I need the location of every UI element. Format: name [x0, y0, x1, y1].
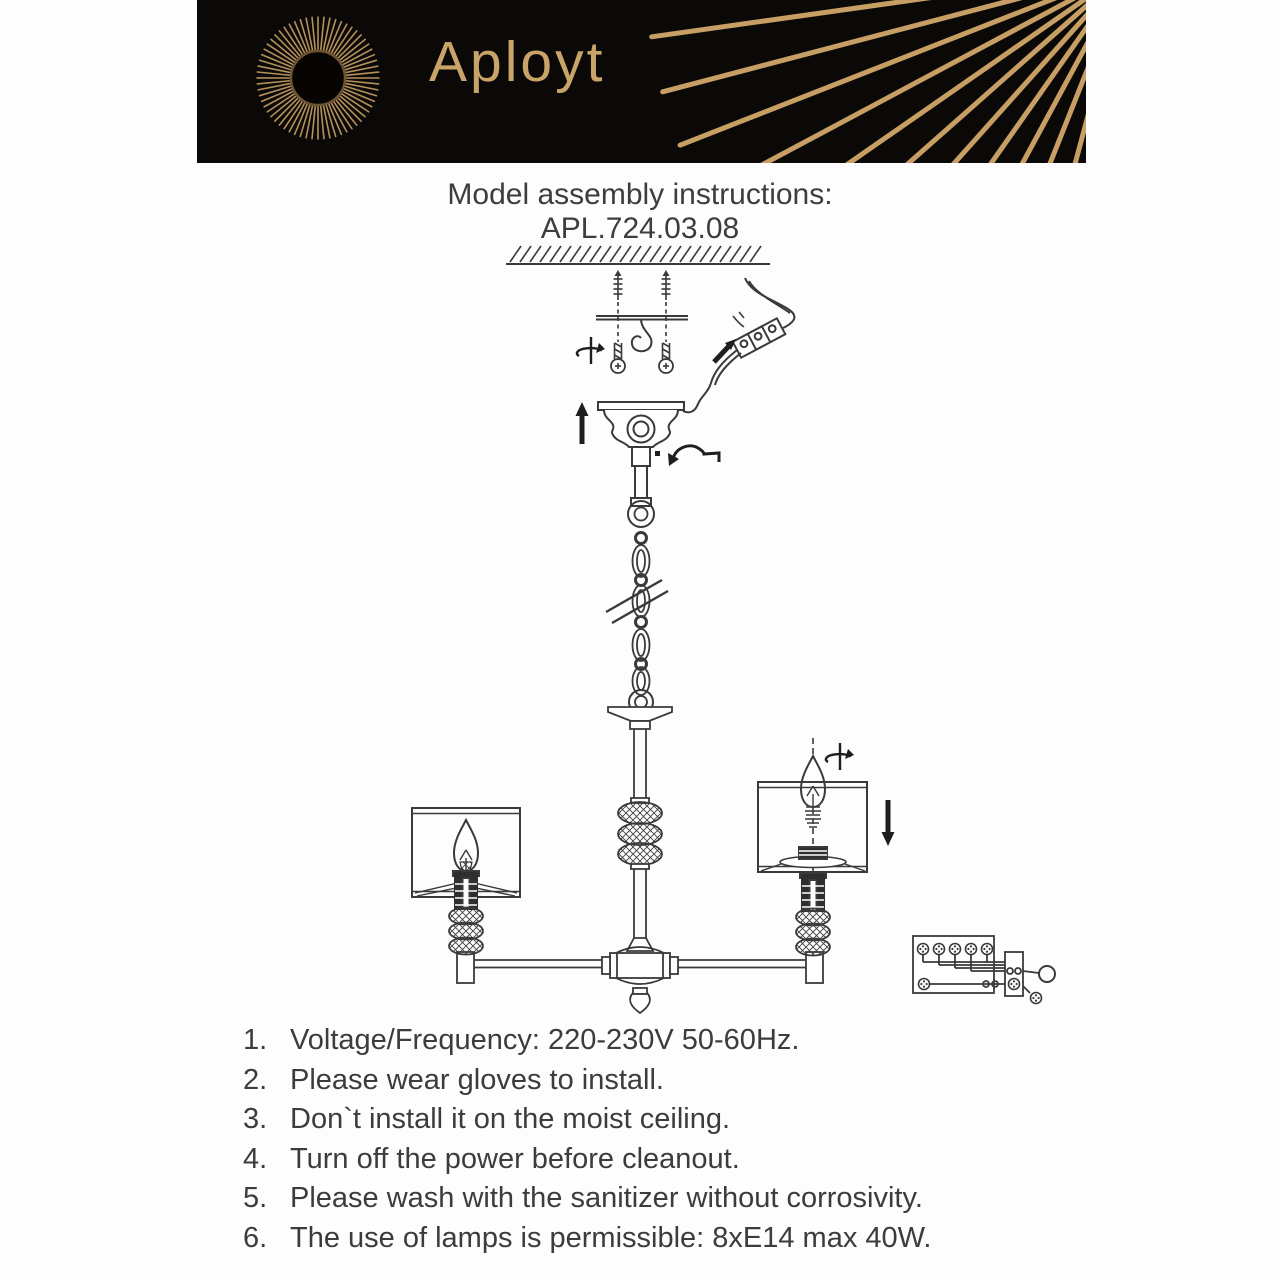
- item-text: Please wash with the sanitizer without corrosivity.: [290, 1182, 923, 1214]
- item-text: Please wear gloves to install.: [290, 1063, 664, 1096]
- item-text: Voltage/Frequency: 220-230V 50-60Hz.: [290, 1024, 800, 1056]
- list-item: [243, 1061, 931, 1101]
- left-lamp-icon: [412, 808, 520, 955]
- bulb-rotate-icon: [826, 743, 854, 770]
- item-text: Don`t install it on the moist ceiling.: [290, 1103, 731, 1135]
- ceiling-hatch: [506, 246, 770, 264]
- screw-rotate-icon: [577, 337, 605, 364]
- model-number: APL.724.03.08: [540, 212, 740, 245]
- list-item: [243, 1179, 931, 1219]
- insert-down-arrow-icon: [882, 800, 895, 846]
- lift-up-arrow-icon: [576, 402, 589, 444]
- socket-plate: [799, 847, 827, 859]
- hook-bracket-icon: [596, 316, 688, 351]
- center-column-icon: [602, 707, 678, 1013]
- mounting-screws-icon: [577, 270, 673, 373]
- list-item: [243, 1100, 931, 1140]
- wiring-diagram-icon: [913, 936, 1055, 1004]
- item-number: 5.: [243, 1182, 268, 1214]
- item-number: 3.: [243, 1103, 268, 1135]
- hanging-chain-icon: [606, 501, 668, 714]
- item-number: 2.: [243, 1063, 268, 1096]
- connect-arrow-icon: [714, 339, 736, 362]
- brand-logo-text: Aployt: [429, 30, 606, 94]
- finial-drop: [630, 994, 650, 1013]
- item-number: 6.: [243, 1221, 268, 1254]
- canopy-icon: [576, 402, 720, 506]
- power-cable-terminal-block: [683, 278, 794, 412]
- instruction-list: [243, 1021, 931, 1258]
- page-title: Model assembly instructions:: [447, 178, 833, 211]
- item-number: 1.: [243, 1024, 268, 1056]
- list-item: [243, 1219, 931, 1259]
- right-lamp-exploded-icon: [758, 738, 895, 956]
- socket-left: [453, 871, 479, 909]
- item-number: 4.: [243, 1142, 268, 1175]
- list-item: [243, 1140, 931, 1180]
- screw-stem-arrow-icon: [655, 446, 719, 466]
- item-text: Turn off the power before cleanout.: [290, 1142, 740, 1175]
- list-item: [243, 1021, 931, 1061]
- item-text: The use of lamps is permissible: 8xE14 max 40W.: [290, 1221, 932, 1254]
- socket-right: [800, 873, 826, 911]
